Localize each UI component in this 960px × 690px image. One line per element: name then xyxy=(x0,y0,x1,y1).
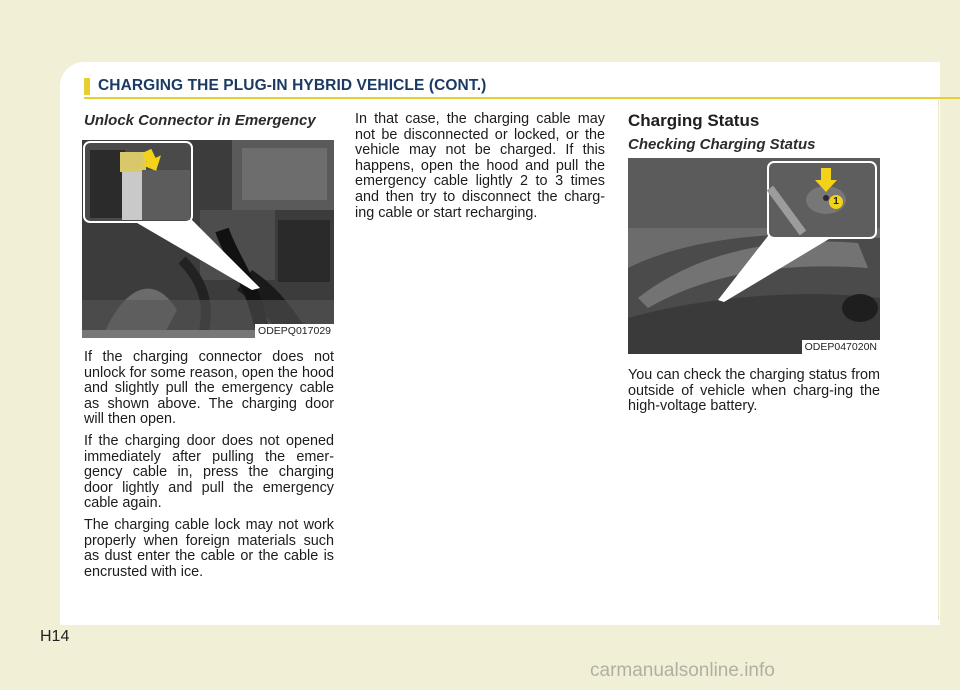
paragraph: In that case, the charging cable may not be disconnected or locked, or the vehicle may not be charged. If this happens, open the hood and pull the emergency cable lightly 2 to 3 times and then try to disconnect the charg-ing cable or start recharging. xyxy=(355,111,605,221)
page-edge-line xyxy=(938,100,939,620)
section-title: CHARGING THE PLUG-IN HYBRID VEHICLE (CONT.) xyxy=(98,77,487,94)
windshield-figure xyxy=(628,158,880,354)
unlock-connector-heading: Unlock Connector in Emergency xyxy=(84,112,316,129)
engine-bay-illustration xyxy=(82,140,334,338)
paragraph: You can check the charging status from outside of vehicle when charg-ing the high-voltage battery. xyxy=(628,367,880,415)
header-accent-bar xyxy=(84,78,90,95)
charging-status-heading: Charging Status xyxy=(628,111,760,130)
callout-number: 1 xyxy=(833,196,839,207)
page-number: H14 xyxy=(40,628,70,645)
windshield-illustration xyxy=(628,158,880,354)
watermark: carmanualsonline.info xyxy=(590,660,775,681)
paragraph: If the charging door does not opened immediately after pulling the emer-gency cable in, press the charging door lightly and pull the emergency cable again. xyxy=(84,432,334,512)
paragraph: The charging cable lock may not work properly when foreign materials such as dust enter the cable or the cable is encrusted with ice. xyxy=(84,516,334,580)
header-rule xyxy=(84,97,960,99)
figure-caption: ODEPQ017029 xyxy=(255,324,334,338)
right-body-text xyxy=(628,368,880,421)
engine-bay-figure xyxy=(82,140,334,338)
left-body-text xyxy=(84,350,334,586)
paragraph: If the charging connector does not unlock for some reason, open the hood and slightly pull the emergency cable as shown above. The charging door will then open. xyxy=(84,349,334,428)
figure-caption: ODEP047020N xyxy=(802,340,880,354)
middle-body-text xyxy=(355,112,605,227)
checking-charging-status-subheading: Checking Charging Status xyxy=(628,136,816,153)
